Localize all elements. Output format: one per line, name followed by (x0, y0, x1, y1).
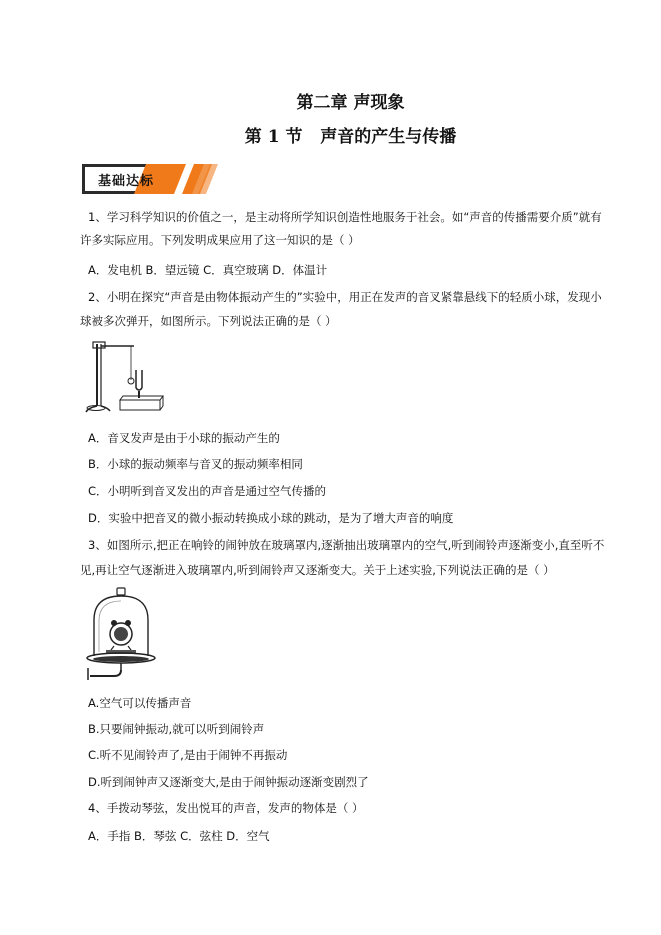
section-banner (82, 162, 222, 196)
q1-stem-line1: 1、学习科学知识的价值之一，是主动将所学知识创造性地服务于社会。如“声音的传播需要介质”就有 (88, 210, 602, 224)
q2-option-b: B．小球的振动频率与音叉的振动频率相同 (88, 457, 303, 471)
q3-option-a: A.空气可以传播声音 (88, 696, 192, 710)
section-title: 第 1 节 声音的产生与传播 (244, 127, 457, 147)
q1-stem-line2: 许多实际应用。下列发明成果应用了这一知识的是（ ） (80, 233, 360, 247)
q2-stem-line2: 球被多次弹开，如图所示。下列说法正确的是（ ） (80, 314, 337, 328)
q3-option-c: C.听不见闹铃声了,是由于闹钟不再振动 (88, 748, 288, 762)
q2-option-d: D．实验中把音叉的微小振动转换成小球的跳动，是为了增大声音的响度 (88, 511, 454, 525)
q4-options: A．手指 B．琴弦 C．弦柱 D．空气 (88, 829, 270, 843)
q3-stem-line1: 3、如图所示,把正在响铃的闹钟放在玻璃罩内,逐渐抽出玻璃罩内的空气,听到闹铃声逐渐变小,直至听不 (88, 538, 605, 552)
q1-options: A．发电机 B．望远镜 C．真空玻璃 D．体温计 (88, 263, 328, 277)
q2-option-c: C．小明听到音叉发出的声音是通过空气传播的 (88, 484, 327, 498)
chapter-title: 第二章 声现象 (296, 93, 405, 113)
q2-option-a: A．音叉发声是由于小球的振动产生的 (88, 431, 280, 445)
q3-stem-line2: 见,再让空气逐渐进入玻璃罩内,听到闹铃声又逐渐变大。关于上述实验,下列说法正确的是（ ） (80, 563, 555, 577)
q3-option-b: B.只要闹钟振动,就可以听到闹铃声 (88, 722, 265, 736)
q2-stem-line1: 2、小明在探究“声音是由物体振动产生的”实验中，用正在发声的音叉紧靠悬线下的轻质小球，发现小 (88, 290, 602, 304)
q4-stem-line1: 4、手拨动琴弦，发出悦耳的声音，发声的物体是（ ） (88, 801, 364, 815)
banner-label: 基础达标 (98, 174, 155, 189)
bell-jar-figure (84, 586, 160, 682)
q3-option-d: D.听到闹钟声又逐渐变大,是由于闹钟振动逐渐变剧烈了 (88, 775, 369, 789)
tuning-fork-figure (84, 336, 164, 416)
